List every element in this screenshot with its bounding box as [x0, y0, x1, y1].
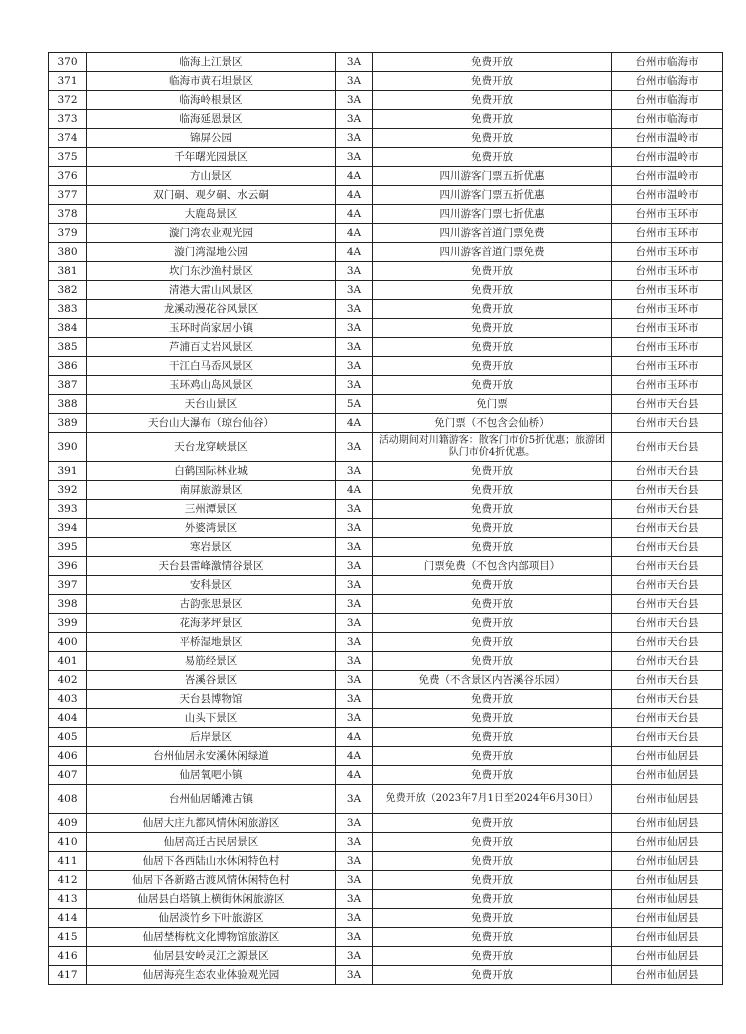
rating-level: 4A — [336, 167, 373, 186]
table-row — [49, 148, 723, 167]
scenic-area-name: 玉环时尚家居小镇 — [87, 319, 336, 338]
row-number: 405 — [49, 728, 87, 747]
rating-level: 3A — [336, 300, 373, 319]
rating-level: 3A — [336, 129, 373, 148]
ticket-policy: 免费开放 — [373, 833, 612, 852]
location: 台州市临海市 — [612, 72, 723, 91]
rating-level: 3A — [336, 110, 373, 129]
row-number: 384 — [49, 319, 87, 338]
scenic-area-name: 天台山景区 — [87, 395, 336, 414]
scenic-area-name: 仙居下各西陆山水休闲特色村 — [87, 852, 336, 871]
row-number: 415 — [49, 928, 87, 947]
ticket-policy: 免费开放 — [373, 53, 612, 72]
row-number: 412 — [49, 871, 87, 890]
row-number: 389 — [49, 414, 87, 433]
table-row — [49, 519, 723, 538]
scenic-area-name: 仙居大庄九都风情休闲旅游区 — [87, 814, 336, 833]
scenic-area-name: 仙居下各新路古渡风情休闲特色村 — [87, 871, 336, 890]
scenic-area-name: 千年曙光园景区 — [87, 148, 336, 167]
table-row — [49, 852, 723, 871]
row-number: 394 — [49, 519, 87, 538]
row-number: 413 — [49, 890, 87, 909]
row-number: 386 — [49, 357, 87, 376]
table-row — [49, 72, 723, 91]
location: 台州市仙居县 — [612, 871, 723, 890]
rating-level: 4A — [336, 481, 373, 500]
table-row — [49, 871, 723, 890]
rating-level: 3A — [336, 319, 373, 338]
scenic-area-name: 漩门湾湿地公园 — [87, 243, 336, 262]
rating-level: 3A — [336, 633, 373, 652]
scenic-area-name: 临海延恩景区 — [87, 110, 336, 129]
location: 台州市仙居县 — [612, 947, 723, 966]
rating-level: 3A — [336, 338, 373, 357]
scenic-area-name: 古韵张思景区 — [87, 595, 336, 614]
location: 台州市天台县 — [612, 652, 723, 671]
scenic-area-name: 仙居县安岭灵江之源景区 — [87, 947, 336, 966]
rating-level: 4A — [336, 186, 373, 205]
table-row — [49, 909, 723, 928]
rating-level: 3A — [336, 614, 373, 633]
table-row — [49, 53, 723, 72]
ticket-policy: 免费开放 — [373, 462, 612, 481]
location: 台州市玉环市 — [612, 205, 723, 224]
ticket-policy: 四川游客首道门票免费 — [373, 243, 612, 262]
ticket-policy: 免费开放 — [373, 262, 612, 281]
location: 台州市天台县 — [612, 690, 723, 709]
row-number: 380 — [49, 243, 87, 262]
ticket-policy: 免费开放 — [373, 300, 612, 319]
ticket-policy: 免费开放 — [373, 110, 612, 129]
row-number: 374 — [49, 129, 87, 148]
location: 台州市天台县 — [612, 433, 723, 462]
scenic-area-name: 干江白马岙风景区 — [87, 357, 336, 376]
scenic-area-name: 坎门东沙渔村景区 — [87, 262, 336, 281]
scenic-area-name: 三州潭景区 — [87, 500, 336, 519]
table-row — [49, 338, 723, 357]
table-row — [49, 376, 723, 395]
scenic-area-name: 易筋经景区 — [87, 652, 336, 671]
table-row — [49, 576, 723, 595]
scenic-area-name: 双门硐、观夕硐、水云硐 — [87, 186, 336, 205]
ticket-policy: 四川游客门票五折优惠 — [373, 186, 612, 205]
table-row — [49, 833, 723, 852]
scenic-area-name: 天台县雷峰激情谷景区 — [87, 557, 336, 576]
ticket-policy: 免费（不含景区内峇溪谷乐园） — [373, 671, 612, 690]
location: 台州市温岭市 — [612, 129, 723, 148]
table-row — [49, 747, 723, 766]
row-number: 410 — [49, 833, 87, 852]
scenic-area-name: 芦浦百丈岩风景区 — [87, 338, 336, 357]
location: 台州市玉环市 — [612, 243, 723, 262]
scenic-area-name: 台州仙居皤滩古镇 — [87, 785, 336, 814]
rating-level: 3A — [336, 652, 373, 671]
rating-level: 5A — [336, 395, 373, 414]
ticket-policy: 免费开放 — [373, 319, 612, 338]
rating-level: 3A — [336, 576, 373, 595]
rating-level: 3A — [336, 53, 373, 72]
table-row — [49, 300, 723, 319]
table-row — [49, 110, 723, 129]
ticket-policy: 免费开放 — [373, 595, 612, 614]
scenic-area-name: 外婆湾景区 — [87, 519, 336, 538]
row-number: 379 — [49, 224, 87, 243]
rating-level: 3A — [336, 462, 373, 481]
row-number: 400 — [49, 633, 87, 652]
rating-level: 3A — [336, 852, 373, 871]
rating-level: 3A — [336, 928, 373, 947]
table-row — [49, 205, 723, 224]
scenic-area-name: 临海市黄石坦景区 — [87, 72, 336, 91]
scenic-area-name: 峇溪谷景区 — [87, 671, 336, 690]
row-number: 417 — [49, 966, 87, 985]
ticket-policy: 免费开放 — [373, 633, 612, 652]
table-row — [49, 319, 723, 338]
table-row — [49, 224, 723, 243]
row-number: 372 — [49, 91, 87, 110]
scenic-area-name: 台州仙居永安溪休闲绿道 — [87, 747, 336, 766]
location: 台州市仙居县 — [612, 814, 723, 833]
rating-level: 3A — [336, 433, 373, 462]
scenic-area-name: 清港大雷山风景区 — [87, 281, 336, 300]
rating-level: 3A — [336, 557, 373, 576]
rating-level: 3A — [336, 148, 373, 167]
table-row — [49, 414, 723, 433]
ticket-policy: 免费开放 — [373, 728, 612, 747]
location: 台州市玉环市 — [612, 319, 723, 338]
ticket-policy: 免费开放 — [373, 909, 612, 928]
row-number: 381 — [49, 262, 87, 281]
rating-level: 3A — [336, 538, 373, 557]
ticket-policy: 免费开放 — [373, 129, 612, 148]
location: 台州市温岭市 — [612, 148, 723, 167]
table-row — [49, 433, 723, 462]
ticket-policy: 免门票（不包含会仙桥） — [373, 414, 612, 433]
table-row — [49, 167, 723, 186]
row-number: 370 — [49, 53, 87, 72]
table-row — [49, 728, 723, 747]
table-row — [49, 243, 723, 262]
rating-level: 3A — [336, 871, 373, 890]
scenic-area-name: 龙溪动漫花谷风景区 — [87, 300, 336, 319]
ticket-policy: 免费开放 — [373, 928, 612, 947]
table-row — [49, 947, 723, 966]
rating-level: 3A — [336, 281, 373, 300]
ticket-policy: 免费开放 — [373, 500, 612, 519]
scenic-area-name: 平桥湿地景区 — [87, 633, 336, 652]
ticket-policy: 免费开放 — [373, 890, 612, 909]
ticket-policy: 门票免费（不包含内部项目） — [373, 557, 612, 576]
row-number: 390 — [49, 433, 87, 462]
scenic-area-name: 天台龙穿峡景区 — [87, 433, 336, 462]
location: 台州市玉环市 — [612, 281, 723, 300]
scenic-area-name: 仙居高迁古民居景区 — [87, 833, 336, 852]
row-number: 399 — [49, 614, 87, 633]
rating-level: 3A — [336, 909, 373, 928]
location: 台州市天台县 — [612, 633, 723, 652]
rating-level: 4A — [336, 766, 373, 785]
scenic-area-name: 天台县博物馆 — [87, 690, 336, 709]
ticket-policy: 四川游客门票五折优惠 — [373, 167, 612, 186]
row-number: 396 — [49, 557, 87, 576]
row-number: 407 — [49, 766, 87, 785]
rating-level: 3A — [336, 890, 373, 909]
rating-level: 4A — [336, 243, 373, 262]
rating-level: 3A — [336, 262, 373, 281]
rating-level: 3A — [336, 91, 373, 110]
table-row — [49, 481, 723, 500]
ticket-policy: 免费开放 — [373, 614, 612, 633]
ticket-policy: 四川游客门票七折优惠 — [373, 205, 612, 224]
row-number: 408 — [49, 785, 87, 814]
table-row — [49, 814, 723, 833]
location: 台州市仙居县 — [612, 833, 723, 852]
rating-level: 4A — [336, 224, 373, 243]
scenic-area-name: 临海岭根景区 — [87, 91, 336, 110]
rating-level: 3A — [336, 785, 373, 814]
row-number: 371 — [49, 72, 87, 91]
table-row — [49, 557, 723, 576]
scenic-area-name: 天台山大瀑布（琼台仙谷） — [87, 414, 336, 433]
ticket-policy: 免费开放 — [373, 91, 612, 110]
scenic-area-name: 后岸景区 — [87, 728, 336, 747]
table-row — [49, 281, 723, 300]
table-row — [49, 766, 723, 785]
scenic-area-name: 仙居氧吧小镇 — [87, 766, 336, 785]
ticket-policy: 活动期间对川籍游客：散客门市价5折优惠；旅游团队门市价4折优惠。 — [373, 433, 612, 462]
table-row — [49, 652, 723, 671]
row-number: 403 — [49, 690, 87, 709]
row-number: 382 — [49, 281, 87, 300]
scenic-area-name: 漩门湾农业观光园 — [87, 224, 336, 243]
row-number: 373 — [49, 110, 87, 129]
ticket-policy: 四川游客首道门票免费 — [373, 224, 612, 243]
location: 台州市天台县 — [612, 462, 723, 481]
row-number: 416 — [49, 947, 87, 966]
row-number: 409 — [49, 814, 87, 833]
location: 台州市天台县 — [612, 538, 723, 557]
table-row — [49, 500, 723, 519]
table-row — [49, 785, 723, 814]
ticket-policy: 免费开放 — [373, 519, 612, 538]
location: 台州市天台县 — [612, 519, 723, 538]
scenic-area-name: 仙居埜梅枕文化博物馆旅游区 — [87, 928, 336, 947]
rating-level: 3A — [336, 947, 373, 966]
rating-level: 3A — [336, 376, 373, 395]
ticket-policy: 免费开放 — [373, 871, 612, 890]
rating-level: 3A — [336, 500, 373, 519]
row-number: 385 — [49, 338, 87, 357]
location: 台州市天台县 — [612, 576, 723, 595]
row-number: 388 — [49, 395, 87, 414]
row-number: 411 — [49, 852, 87, 871]
location: 台州市天台县 — [612, 500, 723, 519]
location: 台州市仙居县 — [612, 966, 723, 985]
table-row — [49, 129, 723, 148]
scenic-area-name: 玉环鸡山岛风景区 — [87, 376, 336, 395]
row-number: 397 — [49, 576, 87, 595]
ticket-policy: 免费开放 — [373, 576, 612, 595]
ticket-policy: 免费开放 — [373, 766, 612, 785]
row-number: 401 — [49, 652, 87, 671]
ticket-policy: 免费开放 — [373, 709, 612, 728]
location: 台州市天台县 — [612, 614, 723, 633]
location: 台州市仙居县 — [612, 852, 723, 871]
table-row — [49, 709, 723, 728]
ticket-policy: 免费开放 — [373, 947, 612, 966]
scenic-area-name: 南屏旅游景区 — [87, 481, 336, 500]
row-number: 395 — [49, 538, 87, 557]
table-row — [49, 395, 723, 414]
rating-level: 3A — [336, 690, 373, 709]
row-number: 392 — [49, 481, 87, 500]
scenic-area-name: 山头下景区 — [87, 709, 336, 728]
table-row — [49, 671, 723, 690]
ticket-policy: 免费开放 — [373, 72, 612, 91]
row-number: 404 — [49, 709, 87, 728]
rating-level: 4A — [336, 414, 373, 433]
ticket-policy: 免费开放 — [373, 814, 612, 833]
scenic-area-name: 仙居海亮生态农业体验观光园 — [87, 966, 336, 985]
rating-level: 4A — [336, 205, 373, 224]
table-row — [49, 462, 723, 481]
rating-level: 3A — [336, 72, 373, 91]
location: 台州市温岭市 — [612, 186, 723, 205]
table-row — [49, 614, 723, 633]
row-number: 383 — [49, 300, 87, 319]
row-number: 406 — [49, 747, 87, 766]
location: 台州市天台县 — [612, 671, 723, 690]
ticket-policy: 免费开放 — [373, 481, 612, 500]
ticket-policy: 免费开放 — [373, 966, 612, 985]
ticket-policy: 免费开放 — [373, 376, 612, 395]
rating-level: 4A — [336, 747, 373, 766]
scenic-area-name: 安科景区 — [87, 576, 336, 595]
row-number: 387 — [49, 376, 87, 395]
scenic-area-name: 大鹿岛景区 — [87, 205, 336, 224]
location: 台州市天台县 — [612, 557, 723, 576]
ticket-policy: 免费开放 — [373, 338, 612, 357]
table-row — [49, 186, 723, 205]
ticket-policy: 免费开放 — [373, 652, 612, 671]
row-number: 391 — [49, 462, 87, 481]
location: 台州市天台县 — [612, 595, 723, 614]
location: 台州市临海市 — [612, 110, 723, 129]
table-row — [49, 538, 723, 557]
location: 台州市玉环市 — [612, 262, 723, 281]
scenic-area-table — [48, 52, 723, 985]
location: 台州市天台县 — [612, 728, 723, 747]
scenic-area-name: 白鹤国际林业城 — [87, 462, 336, 481]
row-number: 378 — [49, 205, 87, 224]
ticket-policy: 免费开放 — [373, 281, 612, 300]
rating-level: 3A — [336, 814, 373, 833]
location: 台州市天台县 — [612, 709, 723, 728]
scenic-area-name: 仙居县白塔镇上横街休闲旅游区 — [87, 890, 336, 909]
table-row — [49, 595, 723, 614]
rating-level: 3A — [336, 833, 373, 852]
location: 台州市天台县 — [612, 414, 723, 433]
rating-level: 3A — [336, 519, 373, 538]
row-number: 414 — [49, 909, 87, 928]
table-row — [49, 966, 723, 985]
location: 台州市临海市 — [612, 91, 723, 110]
row-number: 376 — [49, 167, 87, 186]
location: 台州市玉环市 — [612, 300, 723, 319]
location: 台州市仙居县 — [612, 928, 723, 947]
location: 台州市仙居县 — [612, 909, 723, 928]
ticket-policy: 免费开放 — [373, 148, 612, 167]
table-row — [49, 928, 723, 947]
ticket-policy: 免费开放 — [373, 690, 612, 709]
rating-level: 3A — [336, 595, 373, 614]
table-row — [49, 890, 723, 909]
location: 台州市仙居县 — [612, 890, 723, 909]
location: 台州市玉环市 — [612, 224, 723, 243]
row-number: 393 — [49, 500, 87, 519]
location: 台州市玉环市 — [612, 338, 723, 357]
row-number: 402 — [49, 671, 87, 690]
row-number: 377 — [49, 186, 87, 205]
location: 台州市仙居县 — [612, 766, 723, 785]
location: 台州市天台县 — [612, 395, 723, 414]
ticket-policy: 免费开放 — [373, 747, 612, 766]
scenic-area-name: 临海上江景区 — [87, 53, 336, 72]
table-row — [49, 262, 723, 281]
location: 台州市仙居县 — [612, 747, 723, 766]
ticket-policy: 免费开放 — [373, 852, 612, 871]
rating-level: 4A — [336, 728, 373, 747]
location: 台州市玉环市 — [612, 357, 723, 376]
rating-level: 3A — [336, 709, 373, 728]
location: 台州市天台县 — [612, 481, 723, 500]
rating-level: 3A — [336, 357, 373, 376]
row-number: 398 — [49, 595, 87, 614]
table-row — [49, 633, 723, 652]
rating-level: 3A — [336, 671, 373, 690]
location: 台州市仙居县 — [612, 785, 723, 814]
location: 台州市温岭市 — [612, 167, 723, 186]
scenic-area-name: 锦屏公园 — [87, 129, 336, 148]
ticket-policy: 免费开放 — [373, 538, 612, 557]
row-number: 375 — [49, 148, 87, 167]
scenic-area-name: 寒岩景区 — [87, 538, 336, 557]
ticket-policy: 免费开放（2023年7月1日至2024年6月30日） — [373, 785, 612, 814]
table-row — [49, 91, 723, 110]
location: 台州市玉环市 — [612, 376, 723, 395]
location: 台州市临海市 — [612, 53, 723, 72]
scenic-area-name: 仙居淡竹乡下叶旅游区 — [87, 909, 336, 928]
ticket-policy: 免门票 — [373, 395, 612, 414]
rating-level: 3A — [336, 966, 373, 985]
scenic-area-name: 花海茅坪景区 — [87, 614, 336, 633]
table-row — [49, 357, 723, 376]
scenic-area-name: 方山景区 — [87, 167, 336, 186]
table-row — [49, 690, 723, 709]
ticket-policy: 免费开放 — [373, 357, 612, 376]
